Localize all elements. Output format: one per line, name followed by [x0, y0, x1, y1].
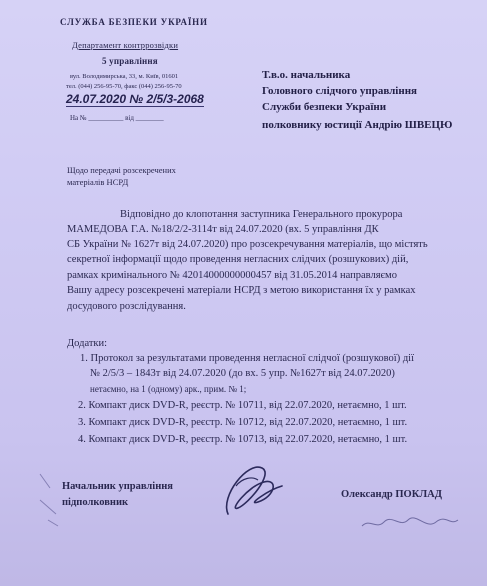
- signatory-name: Олександр ПОКЛАД: [341, 489, 442, 500]
- letterhead-unit: 5 управління: [102, 56, 158, 66]
- handwritten-note: [360, 512, 460, 534]
- handwritten-signature: [218, 456, 288, 524]
- attachment-item-2: 2. Компакт диск DVD-R, реєстр. № 10711, від 22.07.2020, нетаємно, 1 шт.: [78, 400, 407, 411]
- attachment-item-3: 3. Компакт диск DVD-R, реєстр. № 10712, від 22.07.2020, нетаємно, 1 шт.: [78, 417, 408, 428]
- attachments-heading: Додатки:: [67, 338, 108, 349]
- addressee-line2: Головного слідчого управління: [262, 85, 417, 97]
- attachment-item-4: 4. Компакт диск DVD-R, реєстр. № 10713, від 22.07.2020, нетаємно, 1 шт.: [78, 434, 408, 445]
- body-line-5: рамках кримінального № 42014000000000457 від 31.05.2014 направляємо: [67, 270, 397, 281]
- body-line-2: МАМЕДОВА Г.А. №18/2/2-3114т від 24.07.2020 (вх. 5 управління ДК: [67, 224, 379, 235]
- margin-marks: [34, 470, 64, 530]
- signatory-rank: підполковник: [62, 497, 129, 508]
- body-line-1: Відповідно до клопотання заступника Генерального прокурора: [120, 209, 403, 220]
- letterhead-address-line1: вул. Володимирська, 33, м. Київ, 01601: [70, 73, 179, 80]
- reference-line: На № __________ від ________: [70, 114, 164, 122]
- handwritten-date-number: 24.07.2020 № 2/5/3-2068: [66, 92, 204, 106]
- body-line-6: Вашу адресу розсекречені матеріали НСРД з метою використання їх у рамках: [67, 285, 416, 296]
- addressee-line1: Т.в.о. начальника: [262, 69, 351, 81]
- body-line-7: досудового розслідування.: [67, 301, 186, 312]
- subject-line2: матеріалів НСРД: [67, 177, 129, 187]
- subject-line1: Щодо передачі розсекречених: [67, 165, 176, 175]
- letterhead-department: Департамент контррозвідки: [72, 40, 179, 50]
- body-line-4: секретної інформації щодо проведення негласних слідчих (розшукових) дій,: [67, 254, 409, 265]
- signatory-title: Начальник управління: [62, 481, 173, 492]
- letterhead-service: СЛУЖБА БЕЗПЕКИ УКРАЇНИ: [60, 17, 208, 27]
- attachment-item-1: 1. Протокол за результатами проведення негласної слідчої (розшукової) дії: [80, 353, 415, 364]
- attachment-item-1-cont: № 2/5/3 – 1843т від 24.07.2020 (до вх. 5 упр. №1627т від 24.07.2020): [90, 368, 395, 379]
- letterhead-address-line2: тел. (044) 256-95-70, факс (044) 256-95-70: [66, 83, 182, 90]
- addressee-line3: Служби безпеки України: [262, 101, 387, 113]
- attachment-item-1-cont2: нетаємно, на 1 (одному) арк., прим. № 1;: [90, 384, 247, 394]
- addressee-line4: полковнику юстиції Андрію ШВЕЦЮ: [262, 119, 453, 131]
- body-line-3: СБ України № 1627т від 24.07.2020) про розсекречування матеріалів, що містять: [67, 239, 428, 250]
